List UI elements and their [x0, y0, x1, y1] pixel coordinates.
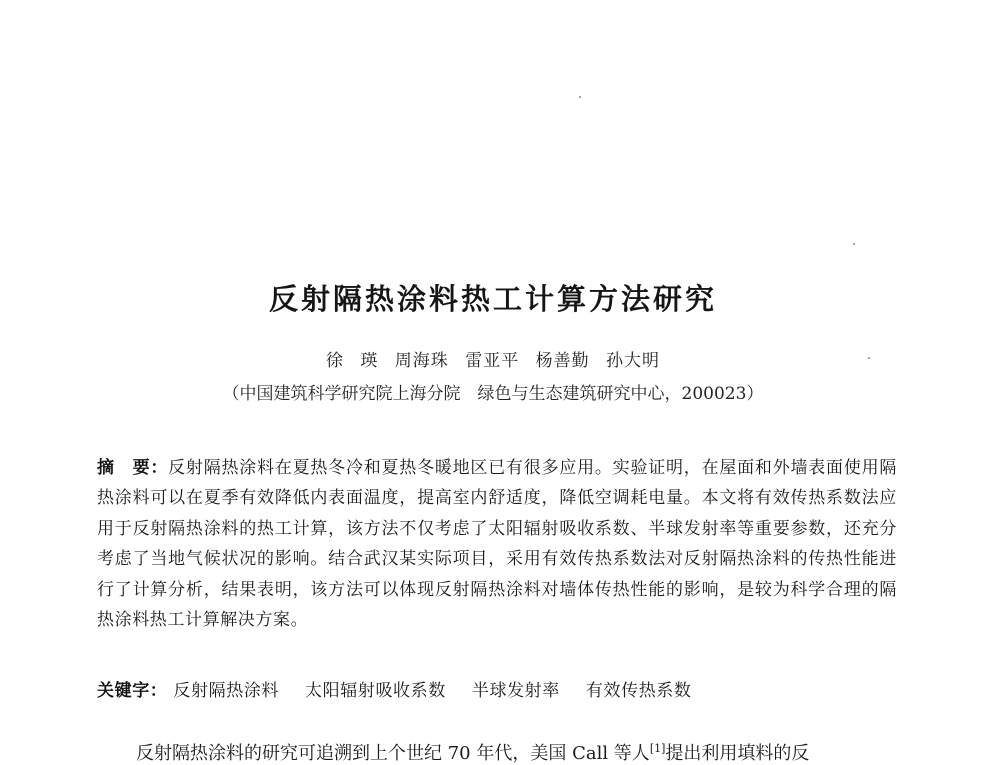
body-paragraph: [136, 739, 906, 765]
body-text: 反射隔热涂料的研究可追溯到上个世纪 70 年代，美国 Call 等人: [136, 743, 650, 764]
author-name: 杨善勤: [535, 351, 590, 371]
author-name: 徐 瑛: [325, 351, 379, 371]
abstract-text: 反射隔热涂料在夏热冬冷和夏热冬暖地区已有很多应用。实验证明，在屋面和外墙表面使用隔热涂料可以在夏季有效降低内表面温度，提高室内舒适度，降低空调耗电量。本文将有效传热系数法应用于反射隔热涂料的热工计算，该方法不仅考虑了太阳辐射吸收系数、半球发射率等重要参数，还充分考虑了当地气候状况的影响。结合武汉某实际项目，采用有效传热系数法对反射隔热涂料的传热性能进行了计算分析，结果表明，该方法可以体现反射隔热涂料对墙体传热性能的影响，是较为科学合理的隔热涂料热工计算解决方案。: [97, 458, 897, 631]
abstract-label: 摘 要：: [97, 458, 169, 478]
keyword: 有效传热系数: [585, 681, 692, 701]
keyword: 半球发射率: [471, 681, 560, 701]
author-name: 周海珠: [394, 351, 449, 371]
keywords-label: 关键字：: [97, 681, 168, 701]
keywords-block: [97, 676, 897, 701]
keyword: 太阳辐射吸收系数: [305, 681, 446, 701]
author-name: 雷亚平: [465, 351, 520, 371]
abstract-block: [97, 453, 897, 635]
author-name: 孙大明: [606, 351, 661, 371]
body-text: 提出利用填料的反: [665, 743, 810, 764]
scan-speck: [853, 243, 855, 245]
author-list: [0, 346, 986, 371]
scan-speck: [579, 96, 581, 98]
paper-title: 反射隔热涂料热工计算方法研究: [268, 282, 717, 317]
citation-ref: [1]: [649, 742, 666, 755]
affiliation: （中国建筑科学研究院上海分院 绿色与生态建筑研究中心，200023）: [222, 384, 764, 404]
keyword: 反射隔热涂料: [173, 681, 280, 701]
